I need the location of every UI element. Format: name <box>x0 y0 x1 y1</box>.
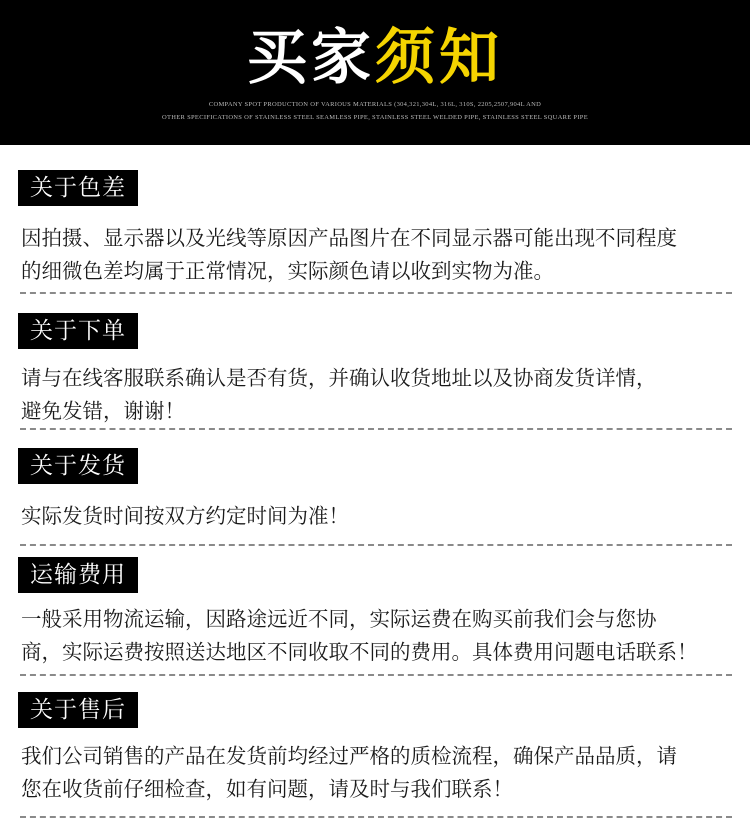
subtitle-line-1: COMPANY SPOT PRODUCTION OF VARIOUS MATERIALS (304,321,304L, 316L, 310S, 2205,2507,904L AND <box>208 101 542 108</box>
section-divider <box>20 674 732 676</box>
body-line: 请与在线客服联系确认是否有货，并确认收货地址以及协商发货详情， <box>21 366 657 390</box>
section-heading-freight: 运输费用 <box>18 557 138 593</box>
body-line: 商，实际运费按照送达地区不同收取不同的费用。具体费用问题电话联系！ <box>21 640 698 664</box>
body-line: 实际发货时间按双方约定时间为准！ <box>21 504 349 528</box>
section-body-freight <box>21 603 737 669</box>
section-divider <box>20 428 732 430</box>
body-line: 我们公司销售的产品在发货前均经过严格的质检流程，确保产品品质，请 <box>21 744 677 768</box>
section-divider <box>20 544 732 546</box>
section-heading-ordering: 关于下单 <box>18 313 138 349</box>
subtitle-line-2: OTHER SPECIFICATIONS OF STAINLESS STEEL SEAMLESS PIPE, STAINLESS STEEL WELDED PIPE, STAINLESS STEEL SQUARE PIPE <box>162 114 588 121</box>
header-banner <box>0 0 750 145</box>
section-body-color-difference <box>21 222 737 288</box>
body-line: 避免发错，谢谢！ <box>21 399 185 423</box>
section-heading-color-difference: 关于色差 <box>18 170 138 206</box>
body-line: 因拍摄、显示器以及光线等原因产品图片在不同显示器可能出现不同程度 <box>21 226 677 250</box>
section-heading-after-sales: 关于售后 <box>18 692 138 728</box>
section-heading-shipping: 关于发货 <box>18 448 138 484</box>
page-title <box>0 22 750 94</box>
section-body-ordering <box>21 362 737 428</box>
body-line: 您在收货前仔细检查，如有问题，请及时与我们联系！ <box>21 777 513 801</box>
body-line: 一般采用物流运输，因路途远近不同，实际运费在购买前我们会与您协 <box>21 607 657 631</box>
section-divider <box>20 816 732 818</box>
title-yellow-part: 须知 <box>375 23 503 93</box>
title-white-part: 买家 <box>247 23 375 93</box>
section-body-after-sales <box>21 740 737 806</box>
section-body-shipping <box>21 500 737 533</box>
body-line: 的细微色差均属于正常情况，实际颜色请以收到实物为准。 <box>21 259 554 283</box>
section-divider <box>20 292 732 294</box>
